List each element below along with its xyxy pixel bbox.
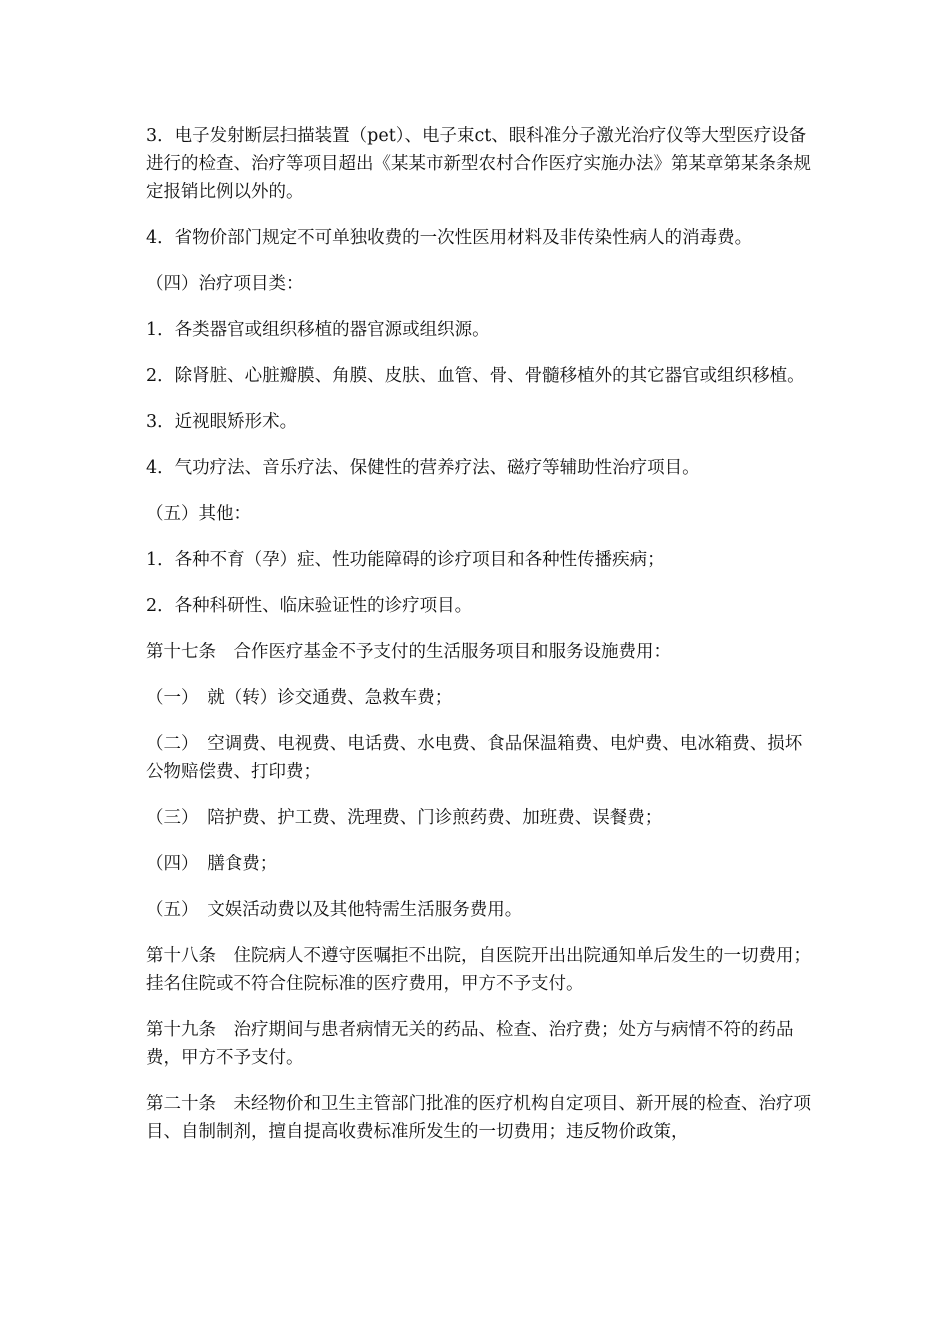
section-heading: （四）治疗项目类：	[146, 274, 304, 294]
paragraph: （五） 文娱活动费以及其他特需生活服务费用。	[146, 900, 523, 920]
article-paragraph: 第十八条 住院病人不遵守医嘱拒不出院，自医院开出出院通知单后发生的一切费用；挂名住院或不符合住院标准的医疗费用，甲方不予支付。	[146, 946, 811, 994]
paragraph: （二） 空调费、电视费、电话费、水电费、食品保温箱费、电炉费、电冰箱费、损坏公物赔偿费、打印费；	[146, 734, 803, 782]
document-body	[146, 122, 814, 1164]
paragraph: （一） 就（转）诊交通费、急救车费；	[146, 688, 453, 708]
article-paragraph: 第二十条 未经物价和卫生主管部门批准的医疗机构自定项目、新开展的检查、治疗项目、自制制剂，擅自提高收费标准所发生的一切费用；违反物价政策，	[146, 1094, 811, 1142]
article-paragraph: 第十九条 治疗期间与患者病情无关的药品、检查、治疗费；处方与病情不符的药品费，甲方不予支付。	[146, 1020, 794, 1068]
paragraph: 3．电子发射断层扫描装置（pet）、电子束ct、眼科准分子激光治疗仪等大型医疗设备进行的检查、治疗等项目超出《某某市新型农村合作医疗实施办法》第某章第某条条规定报销比例以外的。	[146, 126, 811, 202]
paragraph: （四） 膳食费；	[146, 854, 278, 874]
paragraph: 3．近视眼矫形术。	[146, 412, 298, 432]
section-heading: （五）其他：	[146, 504, 251, 524]
paragraph: 2．除肾脏、心脏瓣膜、角膜、皮肤、血管、骨、骨髓移植外的其它器官或组织移植。	[146, 366, 805, 386]
paragraph: 4．气功疗法、音乐疗法、保健性的营养疗法、磁疗等辅助性治疗项目。	[146, 458, 700, 478]
paragraph: 1．各种不育（孕）症、性功能障碍的诊疗项目和各种性传播疾病；	[146, 550, 665, 570]
paragraph: （三） 陪护费、护工费、洗理费、门诊煎药费、加班费、误餐费；	[146, 808, 663, 828]
paragraph: 1．各类器官或组织移植的器官源或组织源。	[146, 320, 490, 340]
paragraph: 2．各种科研性、临床验证性的诊疗项目。	[146, 596, 473, 616]
article-paragraph: 第十七条 合作医疗基金不予支付的生活服务项目和服务设施费用：	[146, 642, 671, 662]
paragraph: 4．省物价部门规定不可单独收费的一次性医用材料及非传染性病人的消毒费。	[146, 228, 753, 248]
